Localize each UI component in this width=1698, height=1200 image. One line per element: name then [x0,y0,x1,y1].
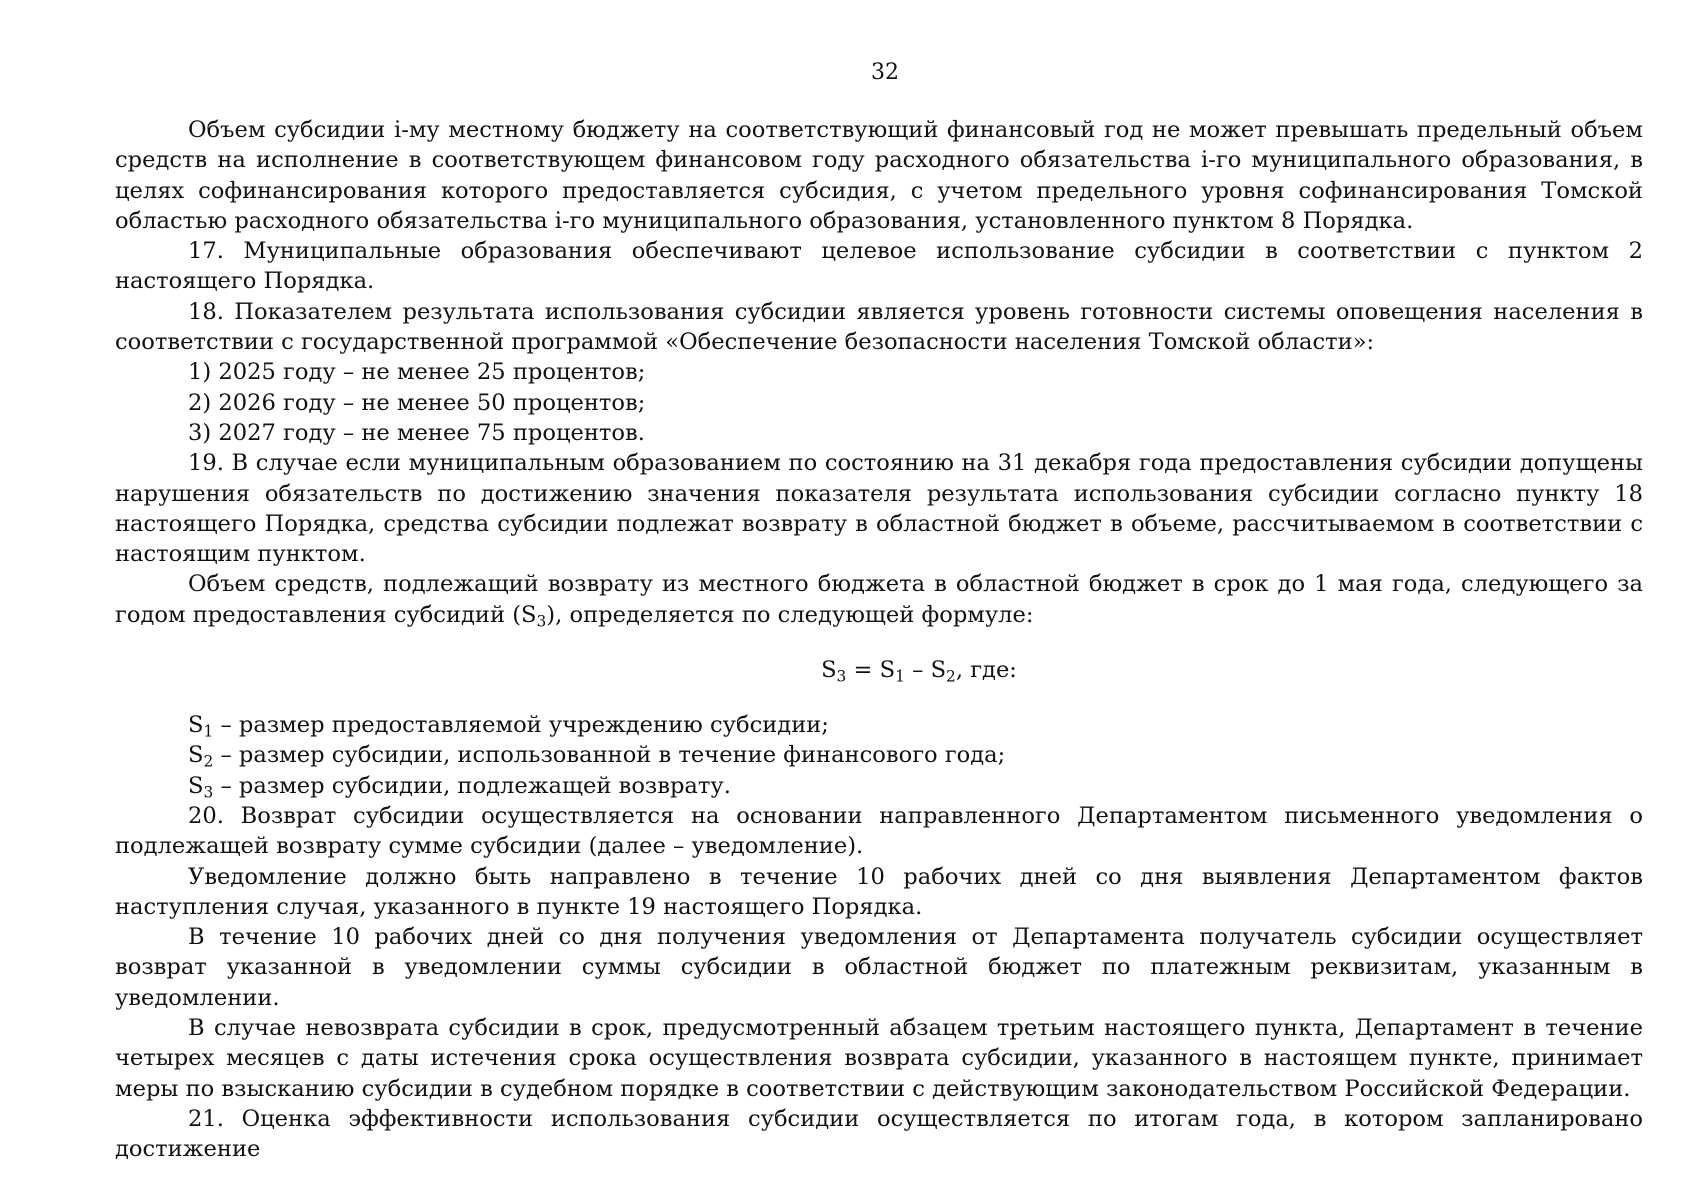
paragraph-21: 21. Оценка эффективности использования субсидии осуществляется по итогам года, в котором запланировано достижение [115,1105,1643,1163]
definition-sub: 2 [203,752,214,771]
formula-symbol: S [821,657,837,684]
definition-sub: 3 [203,782,214,801]
list-item-2027: 3) 2027 году – не менее 75 процентов. [188,419,645,446]
paragraph-20-notice: Уведомление должно быть направлено в течение 10 рабочих дней со дня выявления Департаментом фактов наступления случая, указанного в пункте 19 настоящего Порядка. [115,863,1643,920]
definition-symbol: S [188,772,204,799]
list-item-2026: 2) 2026 году – не менее 50 процентов; [188,389,646,416]
formula [115,655,1643,685]
paragraph-19b-text: Объем средств, подлежащий возврату из местного бюджета в областной бюджет в срок до 1 мая года, следующего за годом предоставления субсидий (S [115,571,1643,628]
paragraph-19-return-volume [115,569,1643,630]
list-item-2025: 1) 2025 году – не менее 25 процентов; [188,359,646,386]
definition-text: – размер субсидии, использованной в течение финансового года; [213,742,1006,769]
definition-s2 [115,740,1643,770]
formula-sub: 1 [895,667,905,686]
definition-s3 [115,771,1643,801]
definition-symbol: S [188,712,204,739]
page-number: 32 [871,60,899,85]
formula-minus: – [904,657,931,684]
definition-symbol: S [188,742,204,769]
paragraph-19: 19. В случае если муниципальным образованием по состоянию на 31 декабря года предоставления субсидии допущены нарушения обязательств по достижению значения показателя результата использования субсидии согласно пункту 18 настоящего Порядка, средства субсидии подлежат возврату в областной бюджет в объеме, рассчитываемом в соответствии с настоящим пунктом. [115,450,1643,568]
paragraph-20-court: В случае невозврата субсидии в срок, предусмотренный абзацем третьим настоящего пункта, Департамент в течение четырех месяцев с даты истечения срока осуществления возврата субсидии, указанного в настоящем пункте, принимает меры по взысканию субсидии в судебном порядке в соответствии с действующим законодательством Российской Федерации. [115,1015,1643,1102]
formula-sub: 2 [946,667,956,686]
formula-sub: 3 [836,667,847,686]
definition-sub: 1 [203,722,214,741]
subscript: 3 [536,612,547,631]
paragraph-20: 20. Возврат субсидии осуществляется на основании направленного Департаментом письменного уведомления о подлежащей возврату сумме субсидии (далее – уведомление). [115,802,1643,860]
paragraph-19b-tail: ), определяется по следующей формуле: [546,601,1034,628]
formula-symbol: S [879,657,896,684]
definition-s1 [115,710,1643,740]
formula-symbol: S [930,657,947,684]
document-body [115,115,1643,1165]
paragraph-20-return: В течение 10 рабочих дней со дня получения уведомления от Департамента получатель субсидии осуществляет возврат указанной в уведомлении суммы субсидии в областной бюджет по платежным реквизитам, указанным в уведомлении. [115,924,1643,1011]
definition-text: – размер предоставляемой учреждению субсидии; [213,712,829,739]
formula-equals: = [846,657,880,684]
formula-tail: , где: [955,657,1017,684]
paragraph-17: 17. Муниципальные образования обеспечивают целевое использование субсидии в соответствии с пунктом 2 настоящего Порядка. [115,238,1643,295]
definition-text: – размер субсидии, подлежащей возврату. [213,772,731,799]
paragraph-subsidy-limit: Объем субсидии i-му местному бюджету на соответствующий финансовый год не может превышать предельный объем средств на исполнение в соответствующем финансовом году расходного обязательства i-го муниципального образования, в целях софинансирования которого предоставляется субсидия, с учетом предельного уровня софинансирования Томской областью расходного обязательства i-го муниципального образования, установленного пунктом 8 Порядка. [115,117,1643,234]
paragraph-18: 18. Показателем результата использования субсидии является уровень готовности системы оповещения населения в соответствии с государственной программой «Обеспечение безопасности населения Томской области»: [115,298,1643,356]
